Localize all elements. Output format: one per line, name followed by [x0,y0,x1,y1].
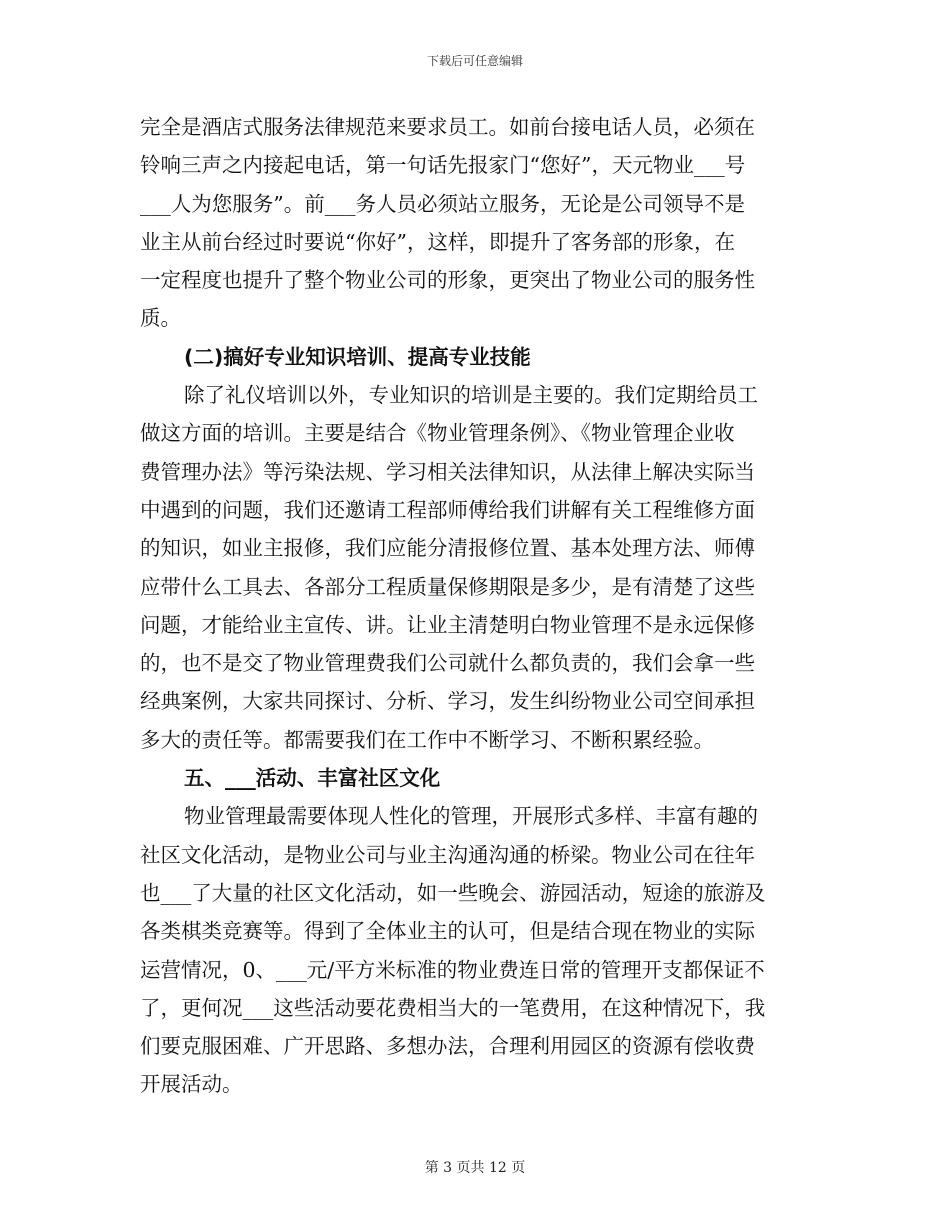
section-heading-training: (二)搞好专业知识培训、提高专业技能 [184,344,531,369]
paragraph-first-line: 物业管理最需要体现人性化的管理，开展形式多样、丰富有趣的 [184,804,758,829]
body-line: 问题，才能给业主宣传、讲。让业主清楚明白物业管理不是永远保修 [140,612,755,637]
body-line: 费管理办法》等污染法规、学习相关法律知识，从法律上解决实际当 [140,459,755,484]
body-line: 应带什么工具去、各部分工程质量保修期限是多少，是有清楚了这些 [140,574,755,599]
paragraph-first-line: 除了礼仪培训以外，专业知识的培训是主要的。我们定期给员工 [184,383,758,408]
document-body [140,108,810,1104]
body-line: 经典案例，大家共同探讨、分析、学习，发生纠纷物业公司空间承担 [140,689,755,714]
body-line: 完全是酒店式服务法律规范来要求员工。如前台接电话人员，必须在 [140,115,755,139]
page-header: 下载后可任意编辑 [426,54,523,68]
body-line: 质。 [140,306,181,331]
section-heading-community-culture: 五、___活动、丰富社区文化 [184,766,441,791]
body-line: 一定程度也提升了整个物业公司的形象，更突出了物业公司的服务性 [140,268,755,293]
body-line: 多大的责任等。都需要我们在工作中不断学习、不断积累经验。 [140,727,714,752]
body-line: 铃响三声之内接起电话，第一句话先报家门“您好”，天元物业___号 [140,153,746,178]
body-line: 各类棋类竞赛等。得到了全体业主的认可，但是结合现在物业的实际 [140,919,755,944]
body-line: 了，更何况___这些活动要花费相当大的一笔费用，在这种情况下，我 [140,995,766,1020]
body-line: 也___了大量的社区文化活动，如一些晚会、游园活动，短途的旅游及 [140,880,766,905]
body-line: 社区文化活动，是物业公司与业主沟通沟通的桥梁。物业公司在往年 [140,842,755,867]
page-footer: 第 3 页共 12 页 [424,1160,526,1176]
body-line: 运营情况，0、___元/平方米标准的物业费连日常的管理开支都保证不 [140,957,765,982]
body-line: 的，也不是交了物业管理费我们公司就什么都负责的，我们会拿一些 [140,651,755,676]
body-line: 做这方面的培训。主要是结合《物业管理条例》、《物业管理企业收 [140,421,735,446]
body-line: 中遇到的问题，我们还邀请工程部师傅给我们讲解有关工程维修方面 [140,497,755,522]
body-line: 业主从前台经过时要说“你好”，这样，即提升了客务部的形象，在 [140,229,735,254]
body-line: 开展活动。 [140,1072,243,1097]
body-line: 的知识，如业主报修，我们应能分清报修位置、基本处理方法、师傅 [140,536,755,561]
body-line: 们要克服困难、广开思路、多想办法，合理利用园区的资源有偿收费 [140,1034,755,1059]
body-line: ___人为您服务”。前___务人员必须站立服务，无论是公司领导不是 [140,191,745,216]
